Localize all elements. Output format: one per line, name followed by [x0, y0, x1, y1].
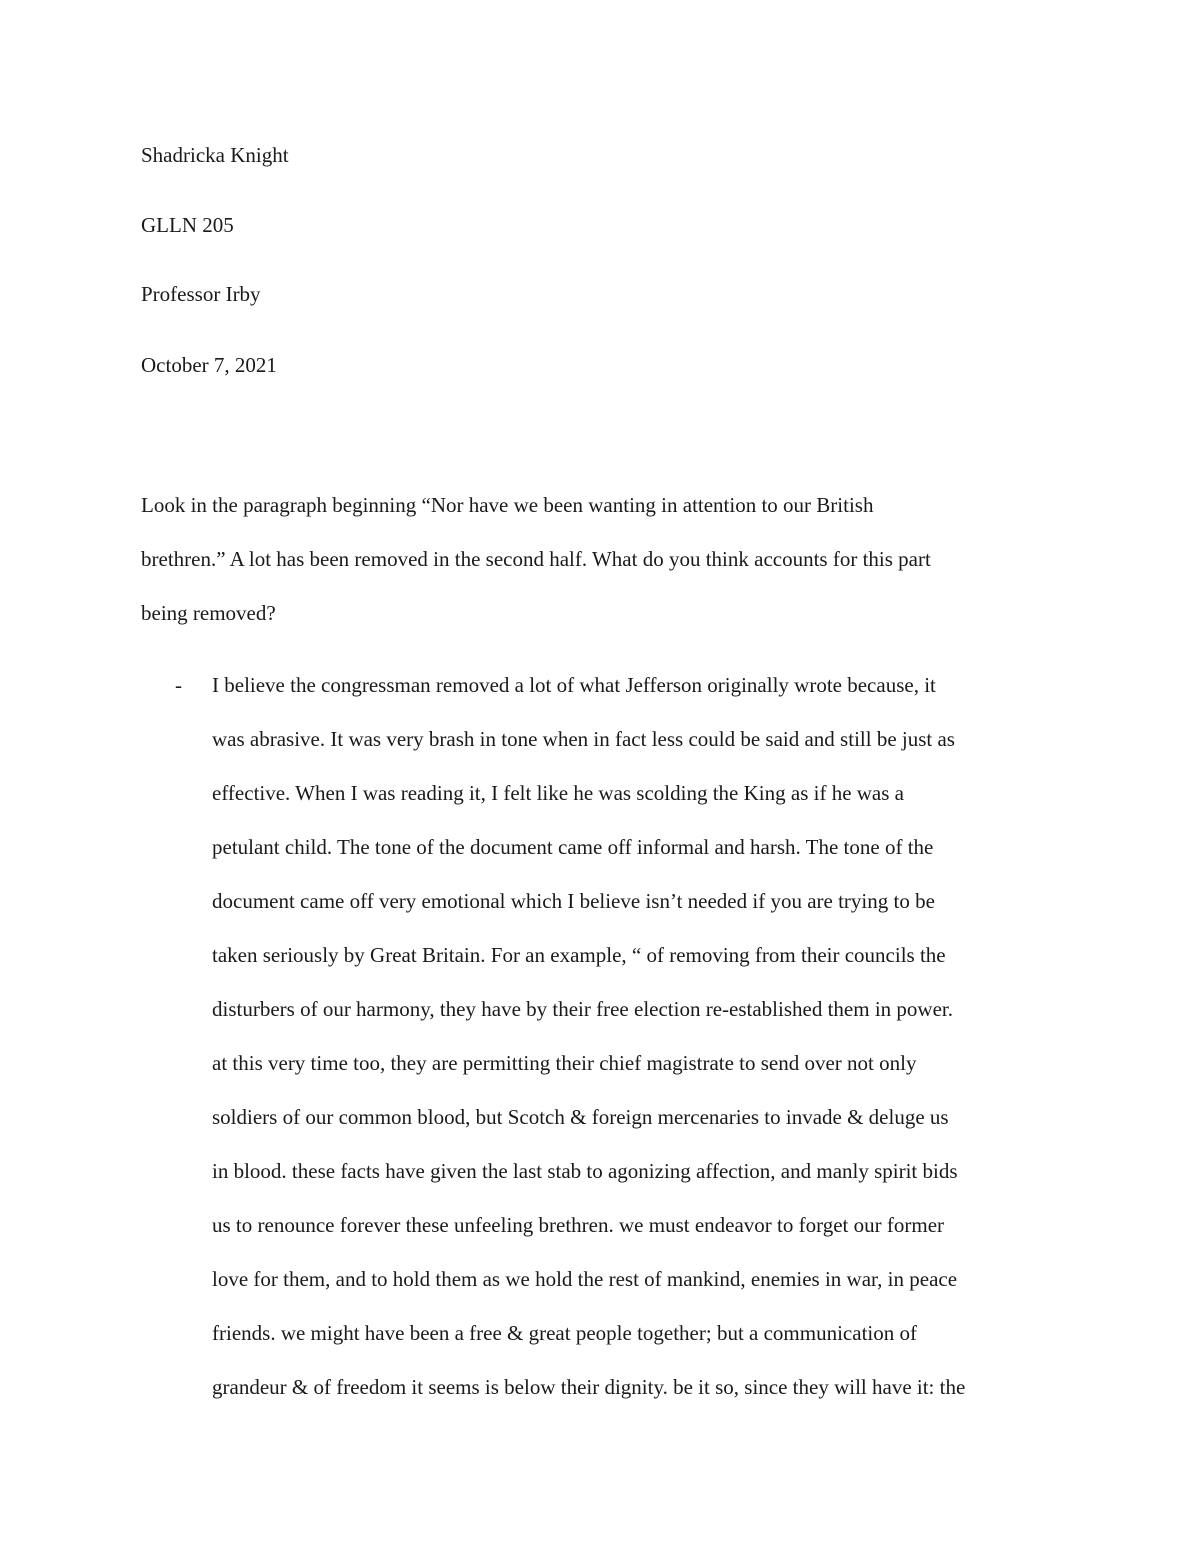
course-code: GLLN 205 — [141, 213, 234, 237]
question-line: Look in the paragraph beginning “Nor have we been wanting in attention to our British — [141, 493, 874, 517]
answer-line: soldiers of our common blood, but Scotch & foreign mercenaries to invade & deluge us — [212, 1105, 949, 1129]
answer-line: us to renounce forever these unfeeling brethren. we must endeavor to forget our former — [212, 1213, 945, 1237]
answer-line: in blood. these facts have given the last stab to agonizing affection, and manly spirit bids — [212, 1159, 958, 1183]
answer-line: taken seriously by Great Britain. For an example, “ of removing from their councils the — [212, 943, 946, 967]
answer-line: grandeur & of freedom it seems is below their dignity. be it so, since they will have it: the — [212, 1375, 966, 1399]
question-line: being removed? — [141, 601, 276, 625]
question-line: brethren.” A lot has been removed in the second half. What do you think accounts for this part — [141, 547, 931, 571]
answer-line: document came off very emotional which I believe isn’t needed if you are trying to be — [212, 889, 935, 913]
answer-line: friends. we might have been a free & great people together; but a communication of — [212, 1321, 917, 1345]
answer-line: effective. When I was reading it, I felt like he was scolding the King as if he was a — [212, 781, 904, 805]
answer-line: I believe the congressman removed a lot of what Jefferson originally wrote because, it — [212, 673, 936, 697]
professor-name: Professor Irby — [141, 282, 261, 306]
answer-line: petulant child. The tone of the document came off informal and harsh. The tone of the — [212, 835, 934, 859]
answer-line: disturbers of our harmony, they have by their free election re-established them in power. — [212, 997, 953, 1021]
assignment-date: October 7, 2021 — [141, 353, 277, 377]
answer-line: love for them, and to hold them as we hold the rest of mankind, enemies in war, in peace — [212, 1267, 958, 1291]
author-name: Shadricka Knight — [141, 143, 289, 167]
answer-line: at this very time too, they are permitting their chief magistrate to send over not only — [212, 1051, 917, 1075]
bullet-dash: - — [175, 673, 182, 697]
answer-line: was abrasive. It was very brash in tone when in fact less could be said and still be just as — [212, 727, 955, 751]
